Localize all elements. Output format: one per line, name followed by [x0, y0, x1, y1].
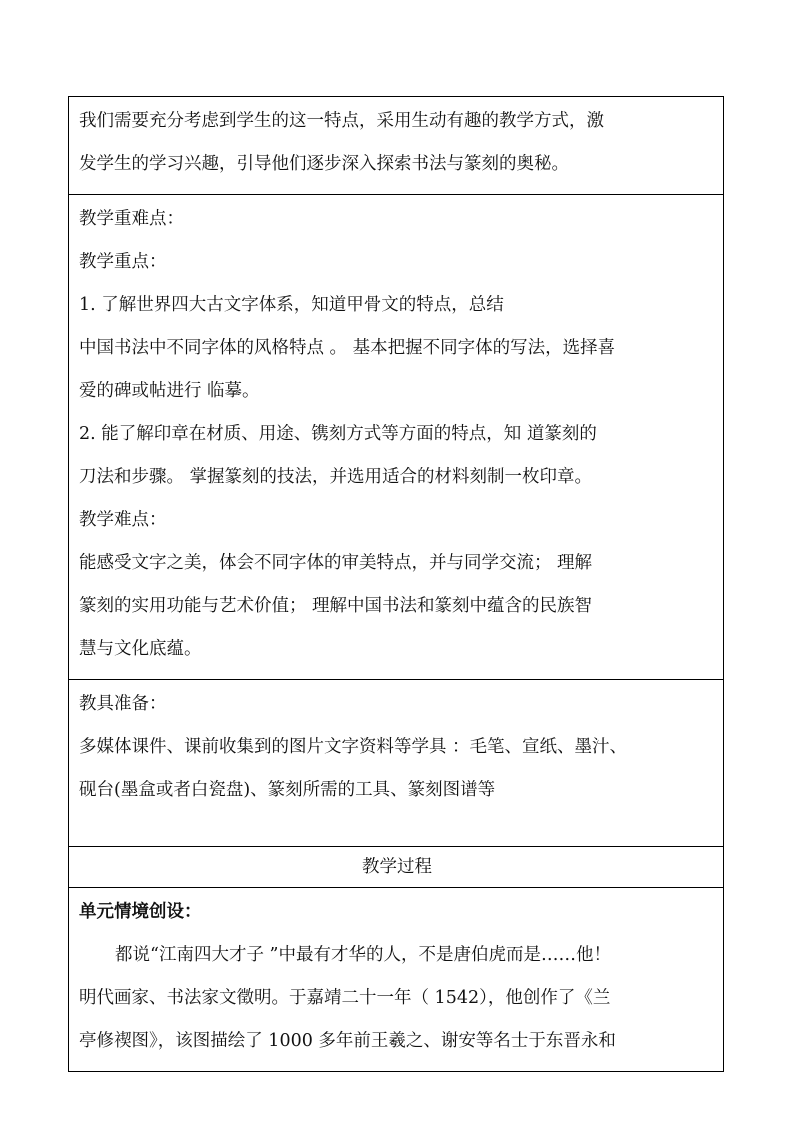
- lesson-plan-table: [68, 96, 724, 1072]
- difficulty-heading: 教学难点：: [79, 510, 167, 530]
- difficulty-line: 篆刻的实用功能与艺术价值； 理解中国书法和篆刻中蕴含的民族智: [79, 596, 593, 616]
- process-title-cell: [69, 847, 724, 888]
- table-row: [69, 97, 724, 195]
- process-title: 教学过程: [362, 857, 432, 877]
- table-row: [69, 680, 724, 847]
- key-points-heading: 教学重难点：: [79, 209, 184, 229]
- materials-line: 砚台(墨盒或者白瓷盘)、篆刻所需的工具、篆刻图谱等: [79, 780, 496, 800]
- scenario-cell: [69, 888, 724, 1072]
- focus-line: 中国书法中不同字体的风格特点 。 基本把握不同字体的写法，选择喜: [79, 338, 616, 358]
- focus-heading: 教学重点：: [79, 252, 167, 272]
- focus-line: 爱的碑或帖进行 临摹。: [79, 381, 260, 401]
- scenario-line: 明代画家、书法家文徵明。于嘉靖二十一年（ 1542），他创作了《兰: [79, 988, 611, 1008]
- scenario-line: 亭修禊图》，该图描绘了 1000 多年前王羲之、谢安等名士于东晋永和: [79, 1031, 616, 1051]
- materials-heading: 教具准备：: [79, 694, 167, 714]
- scenario-heading: 单元情境创设：: [79, 902, 202, 922]
- scenario-line: 都说“江南四大才子 ”中最有才华的人，不是唐伯虎而是……他！: [115, 945, 611, 965]
- materials-line: 多媒体课件、课前收集到的图片文字资料等学具 ：毛笔、宣纸、墨汁、: [79, 737, 628, 757]
- focus-line: 1. 了解世界四大古文字体系，知道甲骨文的特点，总结: [79, 295, 504, 315]
- materials-cell: [69, 680, 724, 847]
- table-row: [69, 888, 724, 1072]
- table-row: [69, 847, 724, 888]
- intro-line: 我们需要充分考虑到学生的这一特点，采用生动有趣的教学方式，激: [79, 111, 604, 131]
- focus-line: 2. 能了解印章在材质、用途、镌刻方式等方面的特点，知 道篆刻的: [79, 424, 597, 444]
- key-points-cell: [69, 195, 724, 680]
- difficulty-line: 慧与文化底蕴。: [79, 639, 202, 659]
- focus-line: 刀法和步骤。 掌握篆刻的技法，并选用适合的材料刻制一枚印章。: [79, 467, 593, 487]
- table-row: [69, 195, 724, 680]
- intro-line: 发学生的学习兴趣，引导他们逐步深入探索书法与篆刻的奥秘。: [79, 154, 569, 174]
- intro-cell: [69, 97, 724, 195]
- difficulty-line: 能感受文字之美，体会不同字体的审美特点，并与同学交流； 理解: [79, 553, 593, 573]
